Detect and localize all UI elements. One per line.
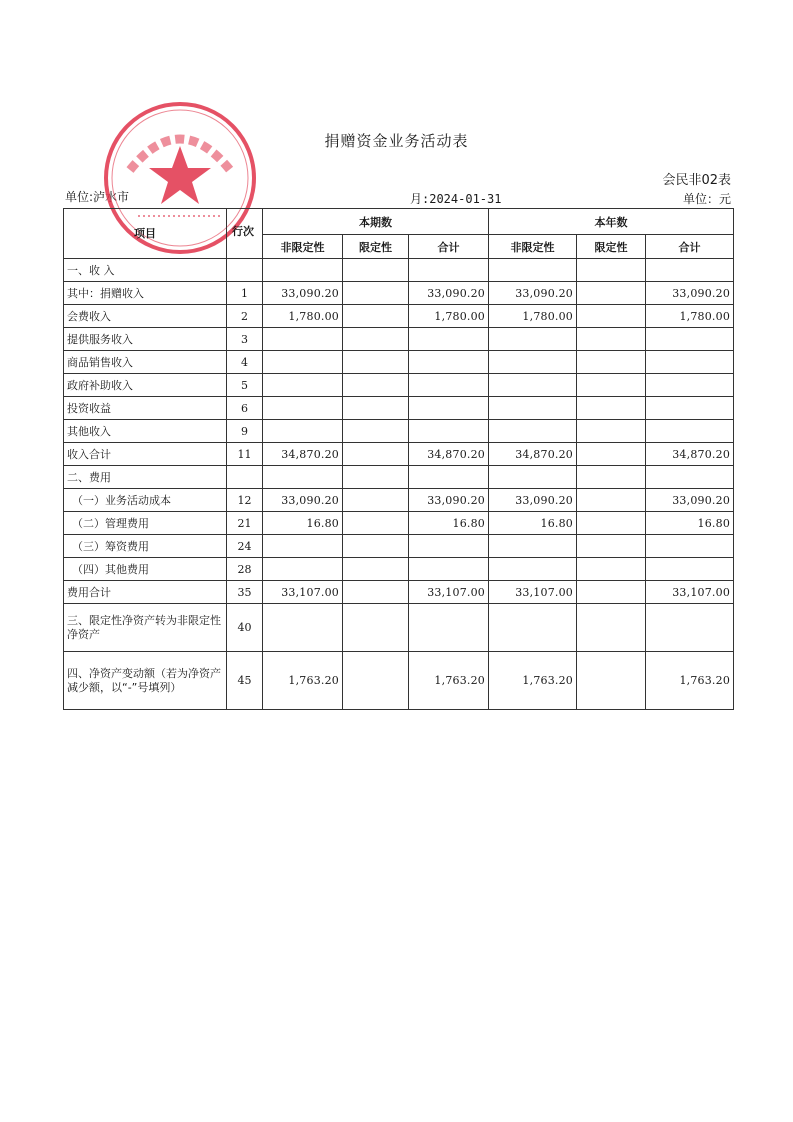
header-yr-total: 合计 (646, 235, 734, 259)
cell-yr-restricted (577, 512, 646, 535)
row-line: 2 (227, 305, 263, 328)
report-title: 捐赠资金业务活动表 (324, 132, 469, 150)
row-line: 45 (227, 652, 263, 710)
cell-cur-total (409, 397, 489, 420)
cell-yr-unrestricted: 1,780.00 (489, 305, 577, 328)
cell-cur-unrestricted: 34,870.20 (263, 443, 343, 466)
cell-yr-restricted (577, 581, 646, 604)
cell-cur-total: 33,107.00 (409, 581, 489, 604)
row-line: 5 (227, 374, 263, 397)
cell-cur-restricted (343, 443, 409, 466)
cell-yr-unrestricted: 1,763.20 (489, 652, 577, 710)
cell-cur-unrestricted (263, 351, 343, 374)
cell-yr-total: 1,763.20 (646, 652, 734, 710)
cell-cur-total (409, 558, 489, 581)
table-row (64, 652, 734, 710)
table-row (64, 282, 734, 305)
cell-cur-restricted (343, 512, 409, 535)
header-cur-unrestricted: 非限定性 (263, 235, 343, 259)
table-row (64, 581, 734, 604)
header-yr-restricted: 限定性 (577, 235, 646, 259)
cell-cur-unrestricted: 33,107.00 (263, 581, 343, 604)
row-item: 其他收入 (64, 420, 227, 443)
row-item: （四）其他费用 (64, 558, 227, 581)
cell-cur-unrestricted: 16.80 (263, 512, 343, 535)
cell-cur-restricted (343, 420, 409, 443)
table-row (64, 328, 734, 351)
header-cur-restricted: 限定性 (343, 235, 409, 259)
cell-yr-unrestricted (489, 558, 577, 581)
cell-yr-total (646, 535, 734, 558)
cell-yr-unrestricted: 34,870.20 (489, 443, 577, 466)
cell-cur-restricted (343, 351, 409, 374)
row-line: 40 (227, 604, 263, 652)
row-item: 商品销售收入 (64, 351, 227, 374)
table-row (64, 466, 734, 489)
cell-yr-restricted (577, 351, 646, 374)
row-item: （三）筹资费用 (64, 535, 227, 558)
cell-cur-unrestricted: 33,090.20 (263, 489, 343, 512)
cell-cur-restricted (343, 652, 409, 710)
cell-cur-unrestricted (263, 535, 343, 558)
cell-cur-unrestricted (263, 259, 343, 282)
cell-cur-total: 16.80 (409, 512, 489, 535)
organization-unit: 单位:泸水市 (65, 190, 130, 204)
cell-cur-restricted (343, 328, 409, 351)
row-item: 会费收入 (64, 305, 227, 328)
cell-cur-total (409, 535, 489, 558)
cell-cur-restricted (343, 374, 409, 397)
cell-yr-total: 33,090.20 (646, 282, 734, 305)
report-period: 月:2024-01-31 (410, 192, 502, 206)
cell-cur-unrestricted (263, 328, 343, 351)
cell-cur-restricted (343, 466, 409, 489)
cell-cur-total (409, 420, 489, 443)
cell-yr-total: 16.80 (646, 512, 734, 535)
row-item: 费用合计 (64, 581, 227, 604)
cell-yr-unrestricted (489, 466, 577, 489)
cell-yr-unrestricted (489, 420, 577, 443)
cell-yr-restricted (577, 604, 646, 652)
row-line: 28 (227, 558, 263, 581)
cell-yr-total (646, 420, 734, 443)
cell-cur-unrestricted: 1,780.00 (263, 305, 343, 328)
cell-yr-total (646, 604, 734, 652)
header-line-no: 行次 (227, 209, 263, 259)
header-cur-total: 合计 (409, 235, 489, 259)
cell-cur-unrestricted (263, 466, 343, 489)
cell-yr-total (646, 374, 734, 397)
cell-yr-unrestricted: 33,090.20 (489, 489, 577, 512)
cell-cur-total (409, 466, 489, 489)
cell-cur-total: 33,090.20 (409, 489, 489, 512)
cell-yr-restricted (577, 259, 646, 282)
cell-yr-restricted (577, 282, 646, 305)
row-line: 1 (227, 282, 263, 305)
row-item: 收入合计 (64, 443, 227, 466)
cell-cur-restricted (343, 282, 409, 305)
cell-yr-unrestricted (489, 397, 577, 420)
cell-yr-total (646, 351, 734, 374)
activity-table (63, 208, 734, 710)
currency-unit: 单位：元 (682, 192, 731, 206)
cell-yr-restricted (577, 328, 646, 351)
row-line: 24 (227, 535, 263, 558)
cell-yr-restricted (577, 535, 646, 558)
cell-yr-unrestricted (489, 604, 577, 652)
cell-yr-total: 33,090.20 (646, 489, 734, 512)
cell-cur-unrestricted (263, 397, 343, 420)
cell-yr-unrestricted (489, 374, 577, 397)
row-item: （二）管理费用 (64, 512, 227, 535)
table-row (64, 535, 734, 558)
cell-yr-unrestricted (489, 351, 577, 374)
row-item: 投资收益 (64, 397, 227, 420)
table-row (64, 512, 734, 535)
cell-cur-unrestricted: 1,763.20 (263, 652, 343, 710)
cell-yr-restricted (577, 420, 646, 443)
table-row (64, 397, 734, 420)
row-item: 提供服务收入 (64, 328, 227, 351)
row-line: 4 (227, 351, 263, 374)
cell-cur-restricted (343, 489, 409, 512)
row-line: 3 (227, 328, 263, 351)
cell-cur-restricted (343, 604, 409, 652)
table-row (64, 604, 734, 652)
cell-cur-restricted (343, 259, 409, 282)
cell-yr-restricted (577, 305, 646, 328)
cell-cur-total (409, 328, 489, 351)
row-item: 三、限定性净资产转为非限定性净资产 (64, 604, 227, 652)
table-row (64, 420, 734, 443)
cell-cur-total (409, 259, 489, 282)
row-line: 9 (227, 420, 263, 443)
header-current-period: 本期数 (263, 209, 489, 235)
cell-cur-total: 34,870.20 (409, 443, 489, 466)
table-row (64, 443, 734, 466)
table-row (64, 305, 734, 328)
cell-yr-unrestricted (489, 535, 577, 558)
cell-yr-unrestricted: 33,090.20 (489, 282, 577, 305)
cell-yr-total (646, 558, 734, 581)
cell-cur-restricted (343, 581, 409, 604)
cell-cur-total: 1,763.20 (409, 652, 489, 710)
row-line: 11 (227, 443, 263, 466)
cell-yr-restricted (577, 558, 646, 581)
row-line: 6 (227, 397, 263, 420)
cell-yr-restricted (577, 466, 646, 489)
cell-yr-unrestricted (489, 328, 577, 351)
cell-yr-total: 1,780.00 (646, 305, 734, 328)
table-row (64, 558, 734, 581)
cell-cur-unrestricted (263, 374, 343, 397)
row-item: （一）业务活动成本 (64, 489, 227, 512)
cell-cur-unrestricted (263, 558, 343, 581)
cell-cur-unrestricted (263, 420, 343, 443)
cell-yr-total (646, 259, 734, 282)
cell-yr-restricted (577, 652, 646, 710)
header-current-year: 本年数 (489, 209, 734, 235)
table-row (64, 351, 734, 374)
cell-yr-unrestricted (489, 259, 577, 282)
row-line (227, 466, 263, 489)
cell-yr-unrestricted: 33,107.00 (489, 581, 577, 604)
table-row (64, 489, 734, 512)
cell-cur-total: 1,780.00 (409, 305, 489, 328)
cell-cur-total (409, 604, 489, 652)
cell-cur-total (409, 374, 489, 397)
row-line (227, 259, 263, 282)
row-item: 四、净资产变动额（若为净资产减少额，以“-”号填列） (64, 652, 227, 710)
cell-yr-restricted (577, 374, 646, 397)
header-yr-unrestricted: 非限定性 (489, 235, 577, 259)
cell-cur-restricted (343, 535, 409, 558)
cell-yr-total (646, 397, 734, 420)
cell-cur-total: 33,090.20 (409, 282, 489, 305)
cell-cur-unrestricted (263, 604, 343, 652)
row-line: 35 (227, 581, 263, 604)
cell-yr-total (646, 328, 734, 351)
cell-yr-total (646, 466, 734, 489)
row-item: 二、费用 (64, 466, 227, 489)
row-item: 一、收 入 (64, 259, 227, 282)
cell-cur-total (409, 351, 489, 374)
table-row (64, 374, 734, 397)
header-item: 项目 (64, 209, 227, 259)
table-row (64, 259, 734, 282)
row-item: 其中：捐赠收入 (64, 282, 227, 305)
cell-cur-unrestricted: 33,090.20 (263, 282, 343, 305)
cell-yr-total: 34,870.20 (646, 443, 734, 466)
row-line: 12 (227, 489, 263, 512)
row-line: 21 (227, 512, 263, 535)
cell-cur-restricted (343, 397, 409, 420)
cell-cur-restricted (343, 558, 409, 581)
cell-yr-restricted (577, 397, 646, 420)
cell-yr-unrestricted: 16.80 (489, 512, 577, 535)
cell-yr-restricted (577, 443, 646, 466)
form-code: 会民非02表 (662, 173, 731, 188)
row-item: 政府补助收入 (64, 374, 227, 397)
cell-yr-restricted (577, 489, 646, 512)
cell-yr-total: 33,107.00 (646, 581, 734, 604)
cell-cur-restricted (343, 305, 409, 328)
